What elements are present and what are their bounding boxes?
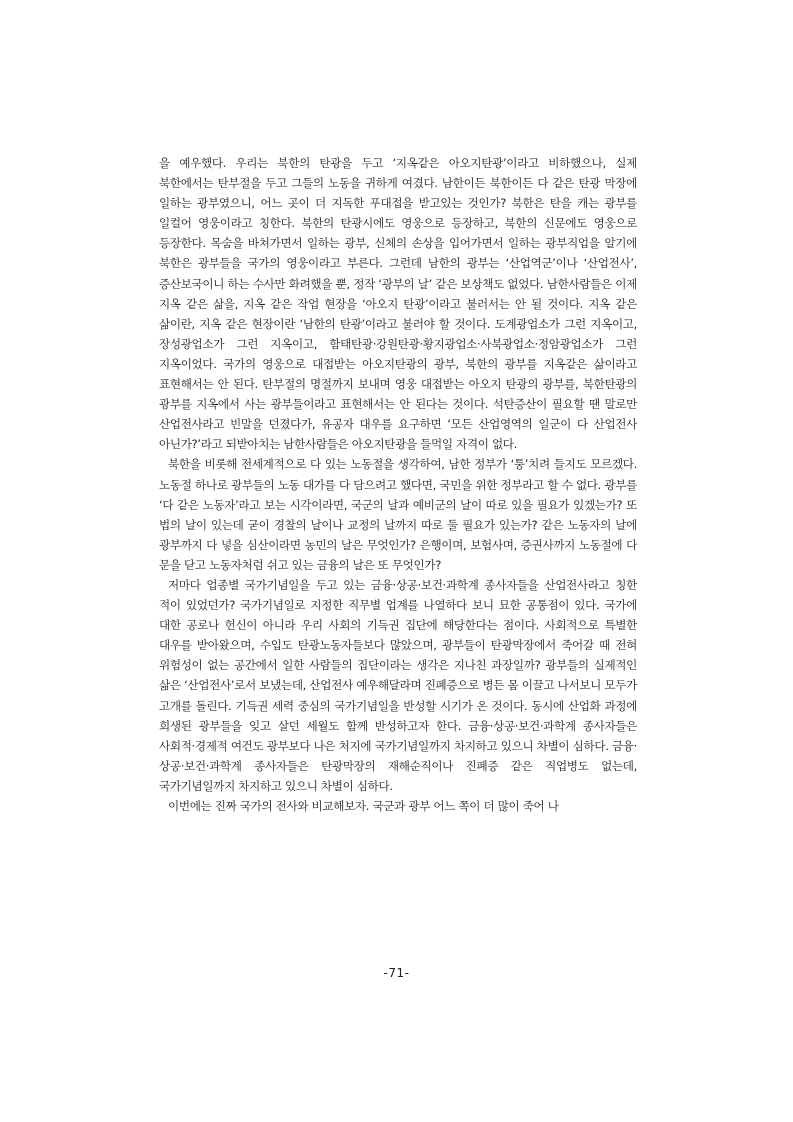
page-number: -71- — [383, 966, 410, 980]
body-text — [159, 153, 637, 816]
paragraph-4: 이번에는 진짜 국가의 전사와 비교해보자. 국군과 광부 어느 쪽이 더 많이 죽어 나 — [168, 799, 559, 813]
paragraph-2: 북한을 비롯해 전세계적으로 다 있는 노동절을 생각하여, 남한 정부가 ‘퉁’치려 들지도 모르겠다. 노동절 하나로 광부들의 노동 대가를 다 담으려고 했다면, 국민을 위한 정부라고 할 수 없다. 광부를 ‘다 같은 노동자’라고 보는 시각이라면, 국군의 날과 예비군의 날이 따로 있을 필요가 있겠는가? 또 법의 날이 있는데 굳이 경찰의 날이나 교정의 날까지 따로 둘 필요가 있는가? 같은 노동자의 날에 광부까지 다 넣을 심산이라면 농민의 날은 무엇인가? 은행이며, 보험사며, 증권사까지 노동절에 다 문을 닫고 노동자처럼 쉬고 있는 금융의 날은 또 무엇인가? — [159, 457, 637, 572]
paragraph-3: 저마다 업종별 국가기념일을 두고 있는 금융·상공·보건·과학계 종사자들을 산업전사라고 칭한 적이 있었던가? 국가기념일로 지정한 직무별 업계를 나열하다 보니 묘한 공통점이 있다. 국가에 대한 공로나 헌신이 아니라 우리 사회의 기득권 집단에 해당한다는 점이다. 사회적으로 특별한 대우를 받아왔으며, 수입도 탄광노동자들보다 많았으며, 광부들이 탄광막장에서 죽어갈 때 전혀 위험성이 없는 공간에서 일한 사람들의 집단이라는 생각은 지나친 과장일까? 광부들의 실제적인 삶은 ‘산업전사’로서 보냈는데, 산업전사 예우해달라며 진폐증으로 병든 몸 이끌고 나서보니 모두가 고개를 돌린다. 기득권 세력 중심의 국가기념일을 반성할 시기가 온 것이다. 동시에 산업화 과정에 희생된 광부들을 잊고 살던 세월도 함께 반성하고자 한다. 금융·상공·보건·과학계 종사자들은 사회적·경제적 여건도 광부보다 나은 처지에 국가기념일까지 차지하고 있으니 차별이 심하다. 금융·상공·보건·과학계 종사자들은 탄광막장의 재해순직이나 진폐증 같은 직업병도 없는데, 국가기념일까지 차지하고 있으니 차별이 심하다. — [159, 577, 637, 793]
paragraph-1: 을 예우했다. 우리는 북한의 탄광을 두고 ‘지옥같은 아오지탄광’이라고 비하했으나, 실제 북한에서는 탄부절을 두고 그들의 노동을 귀하게 여겼다. 남한이든 북한이든 다 같은 탄광 막장에 일하는 광부였으니, 어느 곳이 더 지독한 푸대접을 받고있는 것인가? 북한은 탄을 캐는 광부를 일컬어 영웅이라고 칭한다. 북한의 탄광시에도 영웅으로 등장하고, 북한의 신문에도 영웅으로 등장한다. 목숨을 바쳐가면서 일하는 광부, 신체의 손상을 입어가면서 일하는 광부직업을 알기에 북한은 광부들을 국가의 영웅이라고 부른다. 그런데 남한의 광부는 ‘산업역군’이나 ‘산업전사’, 증산보국이니 하는 수사만 화려했을 뿐, 정작 ‘광부의 날’ 같은 보상책도 없었다. 남한사람들은 이제 지옥 같은 삶을, 지옥 같은 작업 현장을 ‘아오지 탄광’이라고 불러서는 안 될 것이다. 지옥 같은 삶이란, 지옥 같은 현장이란 ‘남한의 탄광’이라고 불러야 할 것이다. 도계광업소가 그런 지옥이고, 장성광업소가 그런 지옥이고, 함태탄광·강원탄광·황지광업소·사북광업소·정암광업소가 그런 지옥이었다. 국가의 영웅으로 대접받는 아오지탄광의 광부, 북한의 광부를 지옥같은 삶이라고 표현해서는 안 된다. 탄부절의 명절까지 보내며 영웅 대접받는 아오지 탄광의 광부를, 북한탄광의 광부를 지옥에서 사는 광부들이라고 표현해서는 안 된다는 것이다. 석탄증산이 필요할 땐 말로만 산업전사라고 빈말을 던졌다가, 유공자 대우를 요구하면 ‘모든 산업영역의 일군이 다 산업전사 아닌가?’라고 되받아치는 남한사람들은 아오지탄광을 들먹일 자격이 없다. — [159, 156, 637, 452]
